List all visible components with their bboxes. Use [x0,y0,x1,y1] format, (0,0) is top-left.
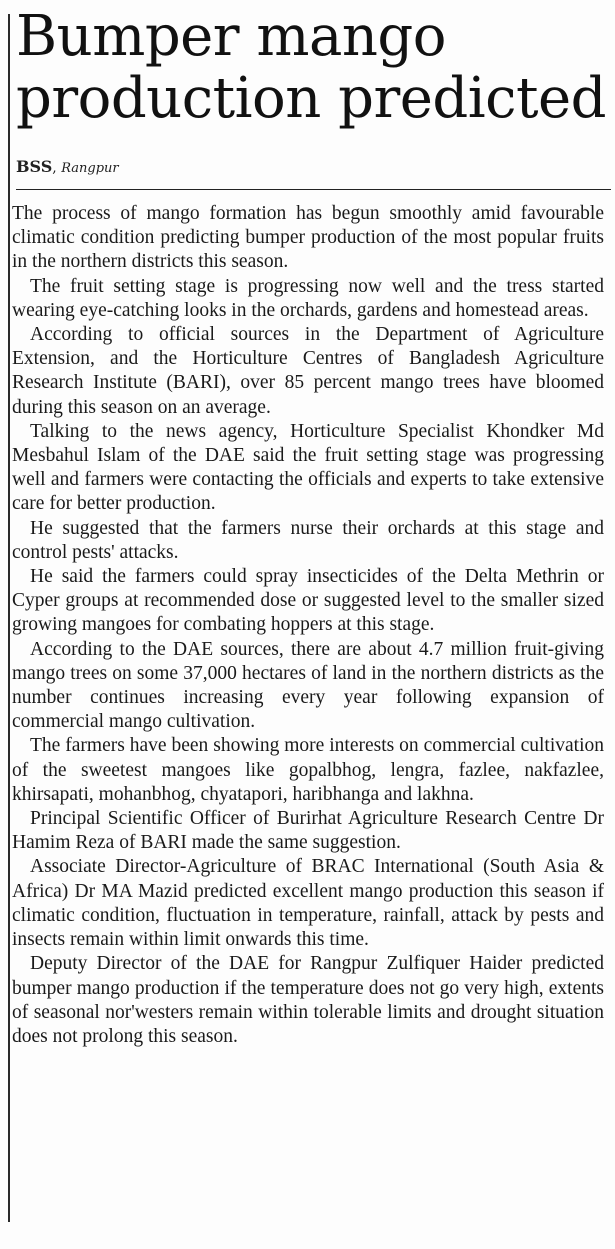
paragraph: He suggested that the farmers nurse their orchards at this stage and control pests' attacks. [12,517,604,563]
paragraph: According to the DAE sources, there are about 4.7 million fruit-giving mango trees on some 37,000 hectares of land in the northern districts as the number continues increasing every year following expansion of commercial mango cultivation. [12,638,604,733]
paragraph: Principal Scientific Officer of Burirhat Agriculture Research Centre Dr Hamim Reza of BARI made the same suggestion. [12,808,604,854]
headline: Bumper mango production predicted [16,4,606,131]
column-rule [8,14,10,1222]
byline-agency: BSS [16,157,53,176]
paragraph: Associate Director-Agriculture of BRAC International (South Asia & Africa) Dr MA Mazid predicted excellent mango production this season if climatic condition, fluctuation in temperature, rainfall, attack by pests and insects remain within limit onwards this time. [12,856,604,951]
byline-separator: , [52,160,57,176]
paragraph: The farmers have been showing more interests on commercial cultivation of the sweetest mangoes like gopalbhog, lengra, fazlee, nakfazlee, khirsapati, mohanbhog, chyatapori, haribhanga and lakhna. [12,735,604,805]
paragraph: The fruit setting stage is progressing now well and the tress started wearing eye-catching looks in the orchards, gardens and homestead areas. [12,275,604,321]
paragraph: He said the farmers could spray insecticides of the Delta Methrin or Cyper groups at recommended dose or suggested level to the smaller sized growing mangoes for combating hoppers at this stage. [12,566,604,636]
paragraph: Talking to the news agency, Horticulture Specialist Khondker Md Mesbahul Islam of the DAE said the fruit setting stage was progressing well and farmers were contacting the officials and experts to take extensive care for better production. [12,420,604,515]
paragraph: Deputy Director of the DAE for Rangpur Zulfiquer Haider predicted bumper mango production if the temperature does not go very high, extents of seasonal nor'westers remain within tolerable limits and drought situation does not prolong this season. [12,953,604,1047]
article-body [12,202,604,1049]
byline [16,158,119,178]
paragraph: According to official sources in the Department of Agriculture Extension, and the Horticulture Centres of Bangladesh Agriculture Research Institute (BARI), over 85 percent mango trees have bloomed during this season on an average. [12,324,604,418]
paragraph: The process of mango formation has begun smoothly amid favourable climatic condition predicting bumper production of the most popular fruits in the northern districts this season. [12,203,604,273]
byline-location: Rangpur [61,161,119,176]
byline-divider [16,189,611,190]
